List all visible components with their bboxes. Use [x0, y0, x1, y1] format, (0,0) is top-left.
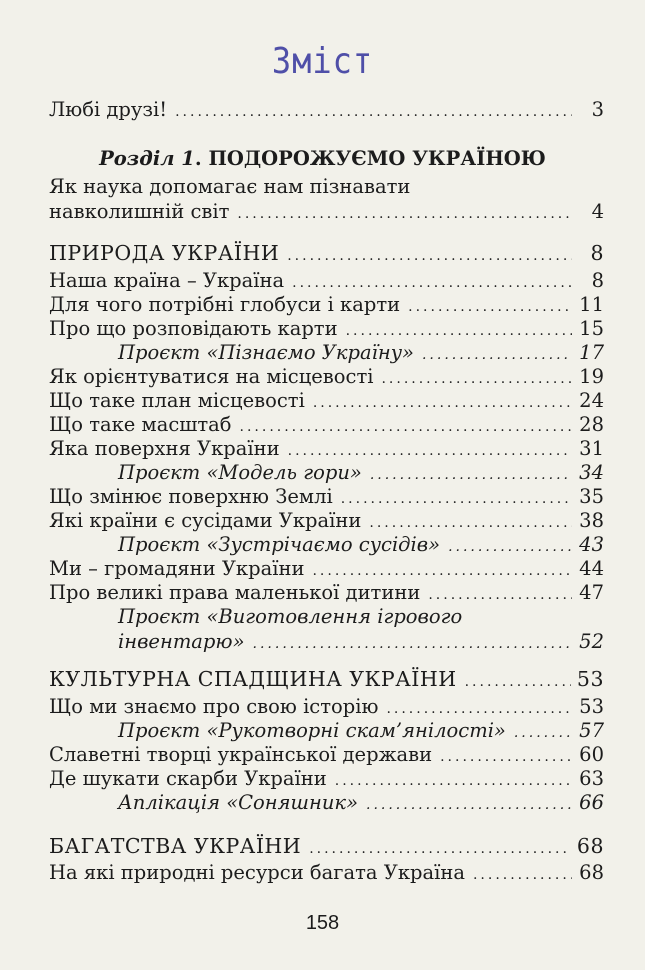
toc-entry: Що таке масштаб ..... 28	[49, 412, 604, 440]
toc-project-entry: Аплікація «Соняшник» ..... 66	[118, 790, 604, 818]
toc-entry: Любі друзі! ..... 3	[49, 97, 604, 125]
toc-entry: Славетні творці української держави ..... 60	[49, 742, 604, 770]
toc-entry: Яка поверхня України ..... 31	[49, 436, 604, 464]
toc-entry: Для чого потрібні глобуси і карти ..... 11	[49, 292, 604, 320]
toc-entry: Як орієнтуватися на місцевості ..... 19	[49, 364, 604, 392]
page-number: 158	[305, 912, 340, 934]
toc-entry: Що таке план місцевості ..... 24	[49, 388, 604, 416]
toc-section: ПРИРОДА УКРАЇНИ ..... 8	[49, 241, 604, 269]
toc-entry: Які країни є сусідами України ..... 38	[49, 508, 604, 536]
page-title: Зміст	[271, 40, 374, 82]
toc-entry: Що ми знаємо про свою історію ..... 53	[49, 694, 604, 722]
toc-project-entry: Проєкт «Пізнаємо Україну» ..... 17	[118, 340, 604, 368]
toc-project-entry: Проєкт «Зустрічаємо сусідів» ..... 43	[118, 532, 604, 560]
toc-project-entry: Проєкт «Рукотворні скам’янілості» ..... 57	[118, 718, 604, 746]
toc-entry: На які природні ресурси багата Україна ..... 68	[49, 860, 604, 888]
toc-section: КУЛЬТУРНА СПАДЩИНА УКРАЇНИ ..... 53	[49, 667, 604, 695]
toc-entry: Ми – громадяни України ..... 44	[49, 556, 604, 584]
toc-entry: Про великі права маленької дитини ..... 47	[49, 580, 604, 608]
toc-entry: Наша країна – Україна ..... 8	[49, 268, 604, 296]
toc-entry: Як наука допомагає нам пізнавати навколишній світ ..... 4	[49, 174, 604, 227]
chapter-heading: Розділ 1. ПОДОРОЖУЄМО УКРАЇНОЮ	[99, 147, 546, 170]
toc-entry: Що змінює поверхню Землі ..... 35	[49, 484, 604, 512]
toc-section: БАГАТСТВА УКРАЇНИ ..... 68	[49, 834, 604, 862]
toc-project-entry: Проєкт «Виготовлення ігрового інвентарю» ..... 52	[118, 604, 604, 657]
toc-entry: Де шукати скарби України ..... 63	[49, 766, 604, 794]
toc-entry: Про що розповідають карти ..... 15	[49, 316, 604, 344]
toc-project-entry: Проєкт «Модель гори» ..... 34	[118, 460, 604, 488]
